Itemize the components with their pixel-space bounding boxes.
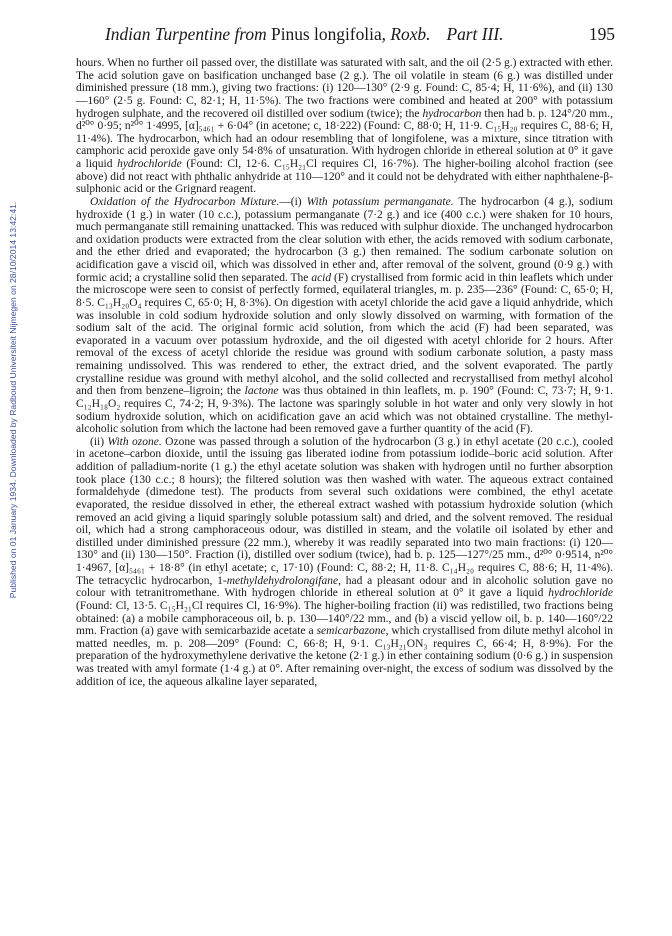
text-segment: Ozone was passed through a solution of the hydrocarbon (3 g.) in ethyl acetate (20 c.c.), cooled in acetone–carbon dioxide, until the issuing gas liberated iodine from potassium iodide–boric acid solution. After addition of palladium-norite (1 g.) the ethyl acetate solution was shaken with hydrogen until no further absorption took place (130 c.c.; 8 hours); the filtered solution was then washed with water. The aqueous extract contained formaldehyde (dimedone test). The products from several such oxidations were combined, the ethyl acetate evaporated, the residue dissolved in ether, the ethereal extract washed with potassium hydroxide solution (which removed an acid giving a liquid sparingly soluble potassium salt) and dried, and the solvent removed. The residual oil, which had a strong camphoraceous odour, was distilled in steam, and the volatile oil isolated by ether and distilled under diminished pressure (22 mm.), whereby it was readily separated into two main fractions: (i) 120—130° and (ii) 130—150°. Fraction (i), distilled over sodium (twice), had b. p. 125—127°/25 mm., d²⁰° 0·9514, n²⁰° 1·4967, [α]₅₄₆₁ + 18·8° (in ethyl acetate; c, 17·10) (Found: C, 88·2; H, 11·8. C₁₄H₂₀ requires C, 88·6; H, 11·4%). The tetracyclic hydrocarbon, 1- bbox=[76, 435, 613, 587]
italic-text-segment: With potassium permanganate. bbox=[306, 195, 454, 208]
text-segment: , had a pleasant odour and in alcoholic solution gave no colour with tetranitromethane. With hydrogen chloride in ethereal solution at 0° it gave a liquid bbox=[76, 574, 613, 600]
paragraph bbox=[76, 436, 613, 689]
italic-text-segment: methyldehydrolongifane bbox=[226, 574, 339, 587]
running-title bbox=[105, 22, 503, 46]
italic-text-segment: semicarbazone bbox=[316, 625, 386, 638]
running-header bbox=[75, 22, 615, 46]
title-part-1: Indian Turpentine from bbox=[105, 24, 267, 44]
title-part-4: Part III. bbox=[446, 24, 504, 44]
italic-text-segment: lactone bbox=[244, 385, 279, 398]
paragraph bbox=[76, 57, 613, 196]
italic-text-segment: acid bbox=[311, 271, 332, 284]
publication-sidebar bbox=[6, 150, 20, 650]
published-note: Published on 01 January 1934. Downloaded by Radboud Universiteit Nijmegen on 28/10/2014 13:42:41. bbox=[8, 201, 18, 599]
text-segment: The hydrocarbon (4 g.), sodium hydroxide (1 g.) in water (10 c.c.), potassium permanganate (7·2 g.) and ice (400 c.c.) were shaken for 10 hours, much permanganate still remaining unattacked. This was reduced with sulphur dioxide. The unchanged hydrocarbon and oxidation products were extracted from the clear solution with ether, the acids removed with sodium carbonate, and the ether dried and evaporated; the hydrocarbon (3 g.) then remained. The sodium carbonate solution on acidification gave a viscid oil, which was dissolved in ether and, after removal of the solvent, ground (0·9 g.) with formic acid; a crystalline solid then separated. The bbox=[76, 195, 613, 284]
page-number: 195 bbox=[588, 24, 615, 44]
title-part-2: Pinus longifolia, bbox=[271, 24, 387, 44]
italic-text-segment: With ozone. bbox=[107, 435, 162, 448]
text-segment: hours. When no further oil passed over, the distillate was saturated with salt, and the oil (2·5 g.) extracted with ether. The acid solution gave on basification unchanged base (2 g.). The oil volatile in steam (6 g.) was distilled under diminished pressure (18 mm.), giving two fractions: (i) 120—130° (2·9 g. Found: C, 85·4; H, 11·6%), and (ii) 130—160° (2·5 g. Found: C, 82·1; H, 11·5%). The two fractions were combined and heated at 200° with potassium hydrogen sulphate, and the recovered oil distilled over sodium (twice); the bbox=[76, 57, 613, 120]
article-body bbox=[76, 57, 613, 927]
paragraph bbox=[76, 196, 613, 436]
text-segment: —(i) bbox=[279, 195, 307, 208]
italic-text-segment: hydrochloride bbox=[117, 158, 182, 170]
text-segment: was thus obtained in thin leaflets, m. p. 190° (Found: C, 73·7; H, 9·1. C₁₂H₁₈O₂ requires C, 74·2; H, 9·3%). The lactone was sparingly soluble in hot water and only very slowly in hot sodium hydroxide solution, which on acidification gave an acid which was not obtained crystalline. The methyl-alcoholic solution from which the lactone had been removed gave a further quantity of the acid (F). bbox=[76, 385, 613, 436]
title-part-3: Roxb. bbox=[390, 24, 431, 44]
text-segment: , which crystallised from dilute methyl alcohol in matted needles, m. p. 208—209° (Found: C, 66·8; H, 9·1. C₁₃H₂₁ON₃ requires C, 66·4; H, 8·9%). For the preparation of the hydroxymethylene derivative the ketone (2·1 g.) in ether containing sodium (0·6 g.) in suspension was treated with amyl formate (1·4 g.) at 0°. After remaining over-night, the excess of sodium was dissolved by the addition of ice, the aqueous alkaline layer separated, bbox=[76, 625, 613, 688]
text-segment: (Found: Cl, 12·6. C₁₅H₂₁Cl requires Cl, 16·7%). The higher-boiling alcohol fraction (see above) did not react with phthalic anhydride at 110—120° and it could not be dehydrated with either naphthalene-β-sulphonic acid or the Grignard reagent. bbox=[76, 158, 613, 196]
text-segment: (F) crystallised from formic acid in thin leaflets which under the microscope were seen to consist of perfectly formed, equilateral triangles, m. p. 235—236° (Found: C, 65·0; H, 8·5. C₁₃H₂₀O₄ requires C, 65·0; H, 8·3%). On digestion with acetyl chloride the acid gave a liquid anhydride, which was insoluble in cold sodium hydroxide solution and only slowly dissolved on warming, with formation of the sodium salt of the acid. The original formic acid solution, from which the acid (F) had been separated, was evaporated in a vacuum over potassium hydroxide, and the oil digested with acetyl chloride for 2 hours. After removal of the excess of acetyl chloride the residue was ground with sodium carbonate solution, a pasty mass remaining undissolved. This was rendered to ether, the extract dried, and the solvent evaporated. The partly crystalline residue was ground with methyl alcohol, and the solid collected and recrystallised from methyl alcohol and then from benzene–ligroin; the bbox=[76, 271, 613, 398]
text-segment: then had b. p. 124°/20 mm., d²⁰° 0·95; n²⁰° 1·4995, [α]₅₄₆₁ + 6·04° (in acetone; c, 18·222) (Found: C, 88·0; H, 11·9. C₁₅H₂₀ requires C, 88·6; H, 11·4%). The hydrocarbon, which had an odour resembling that of longifolene, was a mixture, since titration with camphoric acid peroxide gave only 54·8% of unsaturation. With hydrogen chloride in ethereal solution at 0° it gave a liquid bbox=[76, 107, 613, 170]
text-segment: (Found: Cl, 13·5. C₁₅H₂₁Cl requires Cl, 16·9%). The higher-boiling fraction (ii) was redistilled, two fractions being obtained: (a) a mobile camphoraceous oil, b. p. 130—140°/22 mm., and (b) a viscid yellow oil, b. p. 140—160°/22 mm. Fraction (a) gave with semicarbazide acetate a bbox=[76, 599, 613, 638]
italic-text-segment: hydrocarbon bbox=[422, 107, 482, 120]
text-segment: (ii) bbox=[90, 435, 108, 448]
italic-text-segment: hydrochloride bbox=[548, 587, 613, 600]
italic-text-segment: Oxidation of the Hydrocarbon Mixture. bbox=[90, 195, 280, 208]
